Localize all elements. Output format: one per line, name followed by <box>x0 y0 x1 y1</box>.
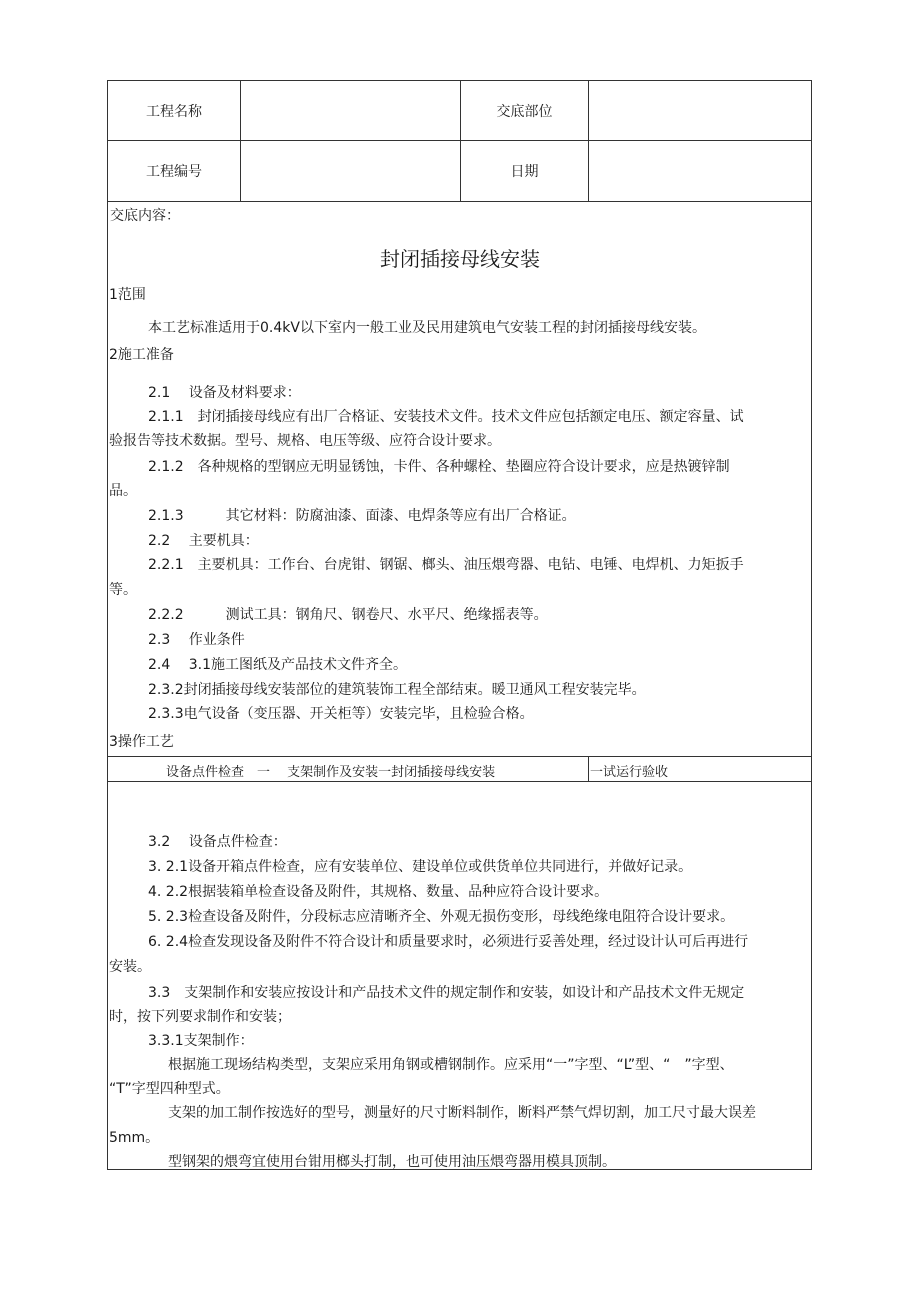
line-2-3: 2.3 作业条件 <box>148 632 245 648</box>
line-2-1: 2.1 设备及材料要求： <box>148 385 301 401</box>
handover-part-label: 交底部位 <box>496 103 553 120</box>
line-5-2-3: 5. 2.3检查设备及附件，分段标志应清晰齐全、外观无损伤变形，母线绝缘电阻符合设计要求。 <box>148 909 735 925</box>
content-label: 交底内容： <box>110 208 180 224</box>
flow-col-divider <box>588 756 589 781</box>
line-2-2-2: 2.2.2 测试工具：钢角尺、钢卷尺、水平尺、绝缘摇表等。 <box>148 607 548 623</box>
process-flow-steps: 设备点件检查 一 支架制作及安装一封闭插接母线安装 <box>166 765 496 780</box>
line-3-2-1: 3. 2.1设备开箱点件检查，应有安装单位、建设单位或供货单位共同进行，并做好记录。 <box>148 859 693 875</box>
line-6-2-4b: 安装。 <box>109 959 151 975</box>
line-2-1-2a: 2.1.2 各种规格的型钢应无明显锈蚀，卡件、各种螺栓、垫圈应符合设计要求，应是热镀锌制 <box>148 459 730 475</box>
date-label: 日期 <box>510 164 539 180</box>
line-2-2: 2.2 主要机具： <box>148 533 259 549</box>
section-scope-heading: 1范围 <box>109 287 146 303</box>
para-2a: 支架的加工制作按选好的型号，测量好的尺寸断料制作，断料严禁气焊切割，加工尺寸最大误差 <box>168 1105 756 1121</box>
line-2-2-1a: 2.2.1 主要机具：工作台、台虎钳、钢锯、榔头、油压煨弯器、电钻、电锤、电焊机、力矩扳手 <box>148 557 744 573</box>
section-operation-heading: 3操作工艺 <box>109 734 174 750</box>
project-no-label: 工程编号 <box>146 164 202 180</box>
para-1a: 根据施工现场结构类型，支架应采用角钢或槽钢制作。应采用“一”字型、“L”型、“ ”字型、 <box>168 1057 734 1073</box>
line-3-3-1: 3.3.1支架制作： <box>148 1033 254 1049</box>
section-preparation-heading: 2施工准备 <box>109 347 174 363</box>
header-bottom-divider <box>107 201 812 202</box>
project-name-label: 工程名称 <box>146 103 202 120</box>
line-2-1-1b: 验报告等技术数据。型号、规格、电压等级、应符合设计要求。 <box>109 433 501 449</box>
para-2b: 5mm。 <box>109 1130 160 1146</box>
line-2-3-2: 2.3.2封闭插接母线安装部位的建筑装饰工程全部结束。暖卫通风工程安装完毕。 <box>148 682 646 698</box>
process-flow-final-step: 一试运行验收 <box>590 765 669 780</box>
project-no-value[interactable] <box>241 141 460 201</box>
document-title: 封闭插接母线安装 <box>380 247 540 271</box>
line-3-2: 3.2 设备点件检查： <box>148 834 287 850</box>
line-3-3b: 时，按下列要求制作和安装； <box>109 1009 291 1025</box>
line-2-4: 2.4 3.1施工图纸及产品技术文件齐全。 <box>148 657 407 673</box>
line-4-2-2: 4. 2.2根据装箱单检查设备及附件，其规格、数量、品种应符合设计要求。 <box>148 884 609 900</box>
line-2-1-1a: 2.1.1 封闭插接母线应有出厂合格证、安装技术文件。技术文件应包括额定电压、额定容量、试 <box>148 409 744 425</box>
line-6-2-4a: 6. 2.4检查发现设备及附件不符合设计和质量要求时，必须进行妥善处理，经过设计认可后再进行 <box>148 934 749 950</box>
flow-bottom-divider <box>107 781 812 782</box>
project-name-value[interactable] <box>241 81 460 140</box>
line-3-3a: 3.3 支架制作和安装应按设计和产品技术文件的规定制作和安装，如设计和产品技术文件无规定 <box>148 985 745 1001</box>
date-value[interactable] <box>589 141 811 201</box>
scope-text: 本工艺标准适用于0.4kV以下室内一般工业及民用建筑电气安装工程的封闭插接母线安装。 <box>148 320 706 336</box>
line-2-3-3: 2.3.3电气设备（变压器、开关柜等）安装完毕，且检验合格。 <box>148 706 534 722</box>
flow-top-divider <box>107 756 812 757</box>
line-2-1-3: 2.1.3 其它材料：防腐油漆、面漆、电焊条等应有出厂合格证。 <box>148 508 576 524</box>
para-3: 型钢架的煨弯宜使用台钳用榔头打制，也可使用油压煨弯器用模具顶制。 <box>168 1154 616 1170</box>
line-2-2-1b: 等。 <box>109 582 137 598</box>
handover-part-value[interactable] <box>589 81 811 140</box>
para-1b: “T”字型四种型式。 <box>109 1081 230 1097</box>
line-2-1-2b: 品。 <box>109 483 137 499</box>
